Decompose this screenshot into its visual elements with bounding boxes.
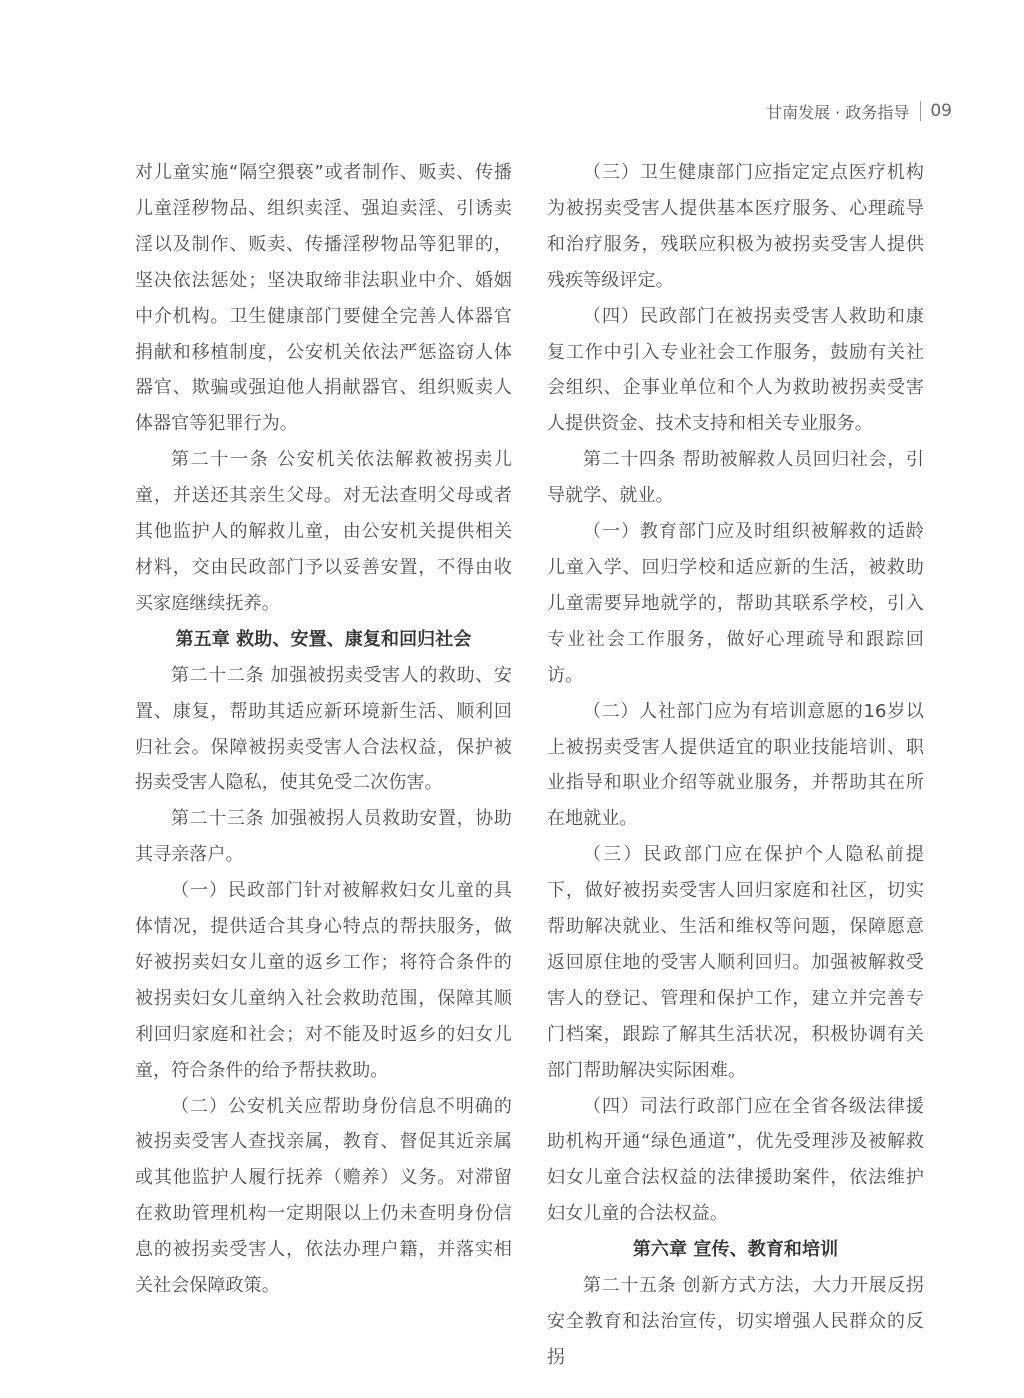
header-title: 甘南发展 · 政务指导 — [766, 102, 910, 122]
article-23-item-1: （一）民政部门针对被解救妇女儿童的具体情况，提供适合其身心特点的帮扶服务，做好被拐卖妇女儿童的返乡工作；将符合条件的被拐卖妇女儿童纳入社会救助范围，保障其顺利回归家庭和社会；对不能及时返乡的妇女儿童，符合条件的给予帮扶救助。 — [135, 880, 512, 1081]
article-23-item-4: （四）民政部门在被拐卖受害人救助和康复工作中引入专业社会工作服务，鼓励有关社会组织、企事业单位和个人为救助被拐卖受害人提供资金、技术支持和相关专业服务。 — [547, 305, 924, 435]
article-25: 第二十五条 创新方式方法，大力开展反拐安全教育和法治宣传，切实增强人民群众的反拐 — [547, 1275, 924, 1368]
article-23: 第二十三条 加强被拐人员救助安置，协助其寻亲落户。 — [135, 808, 512, 866]
right-column — [547, 155, 924, 1376]
article-22: 第二十二条 加强被拐卖受害人的救助、安置、康复，帮助其适应新环境新生活、顺利回归社会。保障被拐卖受害人合法权益，保护被拐卖受害人隐私，使其免受二次伤害。 — [135, 664, 512, 794]
article-24-item-2: （二）人社部门应为有培训意愿的16岁以上被拐卖受害人提供适宜的职业技能培训、职业指导和职业介绍等就业服务，并帮助其在所在地就业。 — [547, 700, 924, 830]
article-24-item-4: （四）司法行政部门应在全省各级法律援助机构开通“绿色通道”，优先受理涉及被解救妇女儿童合法权益的法律援助案件，依法维护妇女儿童的合法权益。 — [547, 1095, 924, 1225]
chapter-5-heading: 第五章 救助、安置、康复和回归社会 — [175, 628, 472, 650]
left-column — [135, 155, 512, 1304]
article-23-item-3: （三）卫生健康部门应指定定点医疗机构为被拐卖受害人提供基本医疗服务、心理疏导和治疗服务，残联应积极为被拐卖受害人提供残疾等级评定。 — [547, 162, 924, 291]
article-21: 第二十一条 公安机关依法解救被拐卖儿童，并送还其亲生父母。对无法查明父母或者其他监护人的解救儿童，由公安机关提供相关材料，交由民政部门予以妥善安置，不得由收买家庭继续抚养。 — [135, 449, 512, 614]
article-24: 第二十四条 帮助被解救人员回归社会，引导就学、就业。 — [547, 449, 924, 507]
article-24-item-1: （一）教育部门应及时组织被解救的适龄儿童入学、回归学校和适应新的生活，被救助儿童需要异地就学的，帮助其联系学校，引入专业社会工作服务，做好心理疏导和跟踪回访。 — [547, 521, 924, 686]
chapter-6-heading: 第六章 宣传、教育和培训 — [632, 1239, 839, 1261]
header-divider — [920, 101, 921, 121]
page-number: 09 — [930, 101, 952, 121]
paragraph: 对儿童实施“隔空猥亵”或者制作、贩卖、传播儿童淫秽物品、组织卖淫、强迫卖淫、引诱卖淫以及制作、贩卖、传播淫秽物品等犯罪的，坚决依法惩处；坚决取缔非法职业中介、婚姻中介机构。卫生健康部门要健全完善人体器官捐献和移植制度，公安机关依法严惩盗窃人体器官、欺骗或强迫他人捐献器官、组织贩卖人体器官等犯罪行为。 — [135, 162, 512, 435]
article-23-item-2: （二）公安机关应帮助身份信息不明确的被拐卖受害人查找亲属，教育、督促其近亲属或其他监护人履行抚养（赡养）义务。对滞留在救助管理机构一定期限以上仍未查明身份信息的被拐卖受害人，依法办理户籍，并落实相关社会保障政策。 — [135, 1095, 512, 1297]
article-24-item-3: （三）民政部门应在保护个人隐私前提下，做好被拐卖受害人回归家庭和社区，切实帮助解决就业、生活和维权等问题，保障愿意返回原住地的受害人顺利回归。加强被解救受害人的登记、管理和保护工作，建立并完善专门档案，跟踪了解其生活状况，积极协调有关部门帮助解决实际困难。 — [547, 844, 924, 1081]
running-header — [766, 98, 952, 124]
